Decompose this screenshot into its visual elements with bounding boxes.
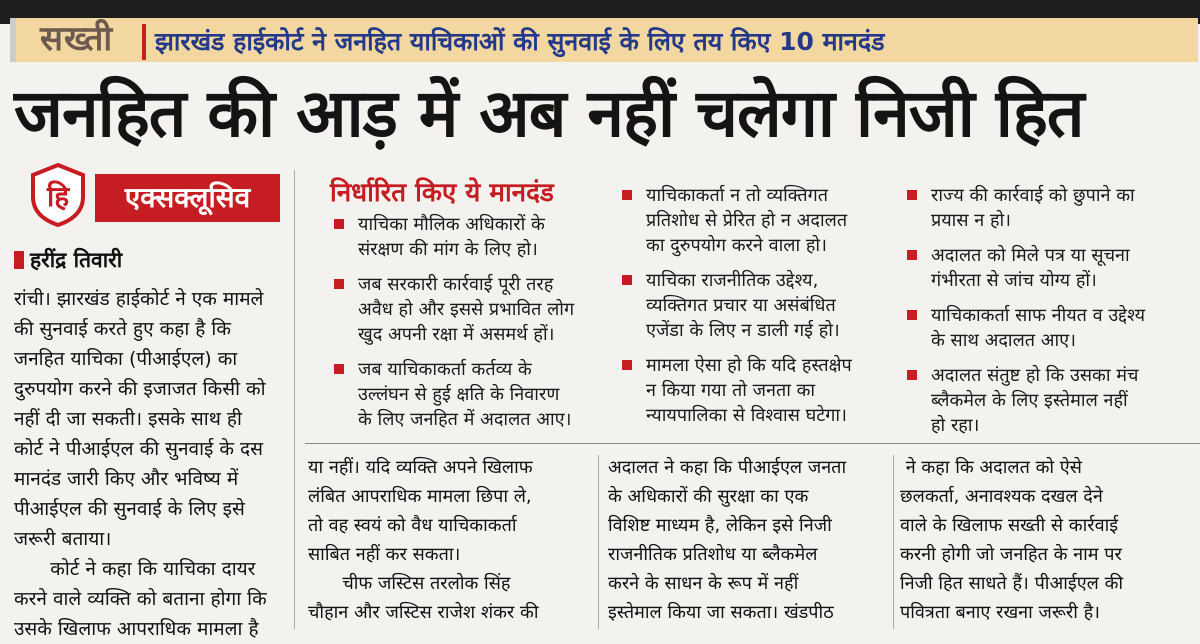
col2-line: चौहान और जस्टिस राजेश शंकर की [308,602,539,623]
col3-line: के अधिकारों की सुरक्षा का एक [608,486,809,507]
col1-line: जनहित याचिका (पीआईएल) का [14,348,238,370]
exclusive-badge: एक्सक्लूसिव [95,174,280,222]
column-4-text [900,453,1123,627]
byline-name: हरींद्र तिवारी [30,248,123,272]
col1-line: नहीं दी जा सकती। इसके साथ ही [14,408,242,430]
col4-line: ने कहा कि अदालत को ऐसे [900,457,1082,478]
col3-line: करने के साधन के रूप में नहीं [608,573,799,594]
col4-line: पवित्रता बनाए रखना जरूरी है। [900,602,1101,623]
criteria-item: मामला ऐसा हो कि यदि हस्तक्षेप न किया गया तो जनता का न्यायपालिका से विश्वास घटेगा। [620,353,852,428]
criteria-item: याचिका राजनीतिक उद्देश्य, व्यक्तिगत प्रचार या असंबंधित एजेंडा के लिए न डाली गई हो। [620,268,852,343]
col4-line: करनी होगी जो जनहित के नाम पर [900,544,1122,565]
criteria-list-2 [620,183,852,428]
kicker-tag: सख्ती [40,19,114,59]
criteria-item: याचिका मौलिक अधिकारों के संरक्षण की मांग के लिए हो। [332,212,574,262]
column-3-text [608,453,846,627]
col2-line: तो वह स्वयं को वैध याचिकाकर्ता [308,515,517,536]
col3-line: अदालत ने कहा कि पीआईएल जनता [608,457,847,478]
shield-hi-icon [30,163,86,227]
col2-line: चीफ जस्टिस तरलोक सिंह [308,573,511,594]
col1-line: जरूरी बताया। [14,528,112,550]
kicker-text: झारखंड हाईकोर्ट ने जनहित याचिकाओं की सुनवाई के लिए तय किए 10 मानदंड [155,27,885,56]
criteria-item: याचिकाकर्ता न तो व्यक्तिगत प्रतिशोध से प्रेरित हो न अदालत का दुरुपयोग करने वाला हो। [620,183,852,258]
col1-line: करने वाले व्यक्ति को बताना होगा कि [14,588,267,610]
col2-line: या नहीं। यदि व्यक्ति अपने खिलाफ [308,457,533,478]
criteria-item: जब याचिकाकर्ता कर्तव्य के उल्लंघन से हुई क्षति के निवारण के लिए जनहित में अदालत आए। [332,357,574,432]
criteria-item: राज्य की कार्रवाई को छुपाने का प्रयास न हो। [905,183,1145,233]
col1-line: दुरुपयोग करने की इजाजत किसी को [14,378,266,400]
criteria-list-1 [332,212,574,432]
col1-line: पीआईएल की सुनवाई के लिए इसे [14,498,245,520]
col2-line: साबित नहीं कर सकता। [308,544,461,565]
col1-line: कोर्ट ने कहा कि याचिका दायर [14,558,256,580]
criteria-title: निर्धारित किए ये मानदंड [330,178,554,208]
byline [14,246,122,274]
col4-line: वाले के खिलाफ सख्ती से कार्रवाई [900,515,1119,536]
kicker-divider [142,24,146,60]
criteria-item: अदालत संतुष्ट हो कि उसका मंच ब्लैकमेल के लिए इस्तेमाल नहीं हो रहा। [905,363,1145,438]
column-divider-3 [893,455,894,629]
column-divider-1 [294,170,295,629]
col2-line: लंबित आपराधिक मामला छिपा ले, [308,486,532,507]
col3-line: राजनीतिक प्रतिशोध या ब्लैकमेल [608,544,818,565]
criteria-item: जब सरकारी कार्रवाई पूरी तरह अवैध हो और इससे प्रभावित लोग खुद अपनी रक्षा में असमर्थ हों। [332,272,574,347]
col3-line: इस्तेमाल किया जा सकता। खंडपीठ [608,602,834,623]
byline-marker [14,251,24,269]
criteria-item: अदालत को मिले पत्र या सूचना गंभीरता से जांच योग्य हों। [905,243,1145,293]
col1-line: रांची। झारखंड हाईकोर्ट ने एक मामले [14,288,264,310]
criteria-box-bottom-rule [305,443,1200,444]
headline: जनहित की आड़ में अब नहीं चलेगा निजी हित [14,75,1084,152]
column-1-text [14,284,267,644]
column-2-text [308,453,538,627]
col1-line: कोर्ट ने पीआईएल की सुनवाई के दस [14,438,263,460]
col4-line: निजी हित साधते हैं। पीआईएल की [900,573,1124,594]
col1-line: मानदंड जारी किए और भविष्य में [14,468,239,490]
col1-line: उसके खिलाफ आपराधिक मामला है [14,618,259,640]
col3-line: विशिष्ट माध्यम है, लेकिन इसे निजी [608,515,832,536]
col1-line: की सुनवाई करते हुए कहा है कि [14,318,231,340]
criteria-item: याचिकाकर्ता साफ नीयत व उद्देश्य के साथ अदालत आए। [905,303,1145,353]
criteria-list-3 [905,183,1145,438]
column-divider-2 [598,455,599,629]
logo-letter: हि [46,180,70,213]
col4-line: छलकर्ता, अनावश्यक दखल देने [900,486,1103,507]
